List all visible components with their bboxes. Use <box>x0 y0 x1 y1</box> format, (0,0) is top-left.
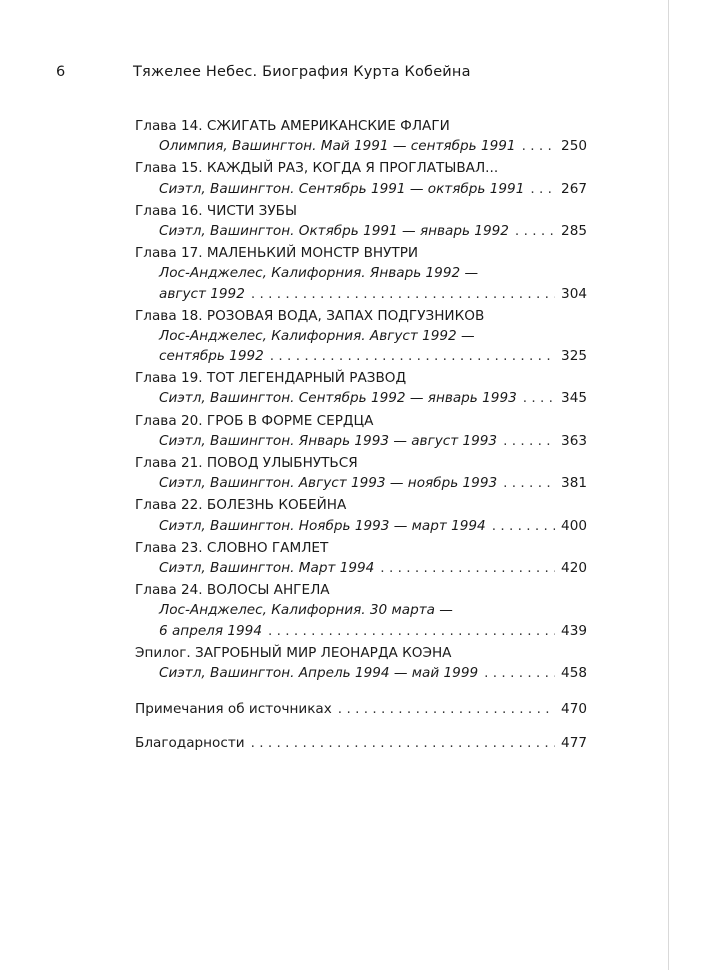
leader-dots <box>503 473 555 493</box>
toc-entry-subtitle: Лос-Анджелес, Калифорния. Январь 1992 — <box>159 265 479 282</box>
toc-entry <box>135 643 587 683</box>
toc-page-number: 250 <box>561 138 587 155</box>
leader-dots <box>523 388 555 408</box>
toc-entry-title: Глава 16. ЧИСТИ ЗУБЫ <box>135 202 298 219</box>
running-title: Тяжелее Небес. Биография Курта Кобейна <box>133 64 471 80</box>
leader-dots <box>380 558 555 578</box>
toc-entry <box>135 495 587 535</box>
leader-dots <box>484 663 555 683</box>
toc-entry-subtitle: Сиэтл, Вашингтон. Март 1994 <box>159 559 375 576</box>
toc-entry-title: Глава 17. МАЛЕНЬКИЙ МОНСТР ВНУТРИ <box>135 245 419 262</box>
toc-entry-subtitle: Олимпия, Вашингтон. Май 1991 — сентябрь 1991 <box>159 138 516 155</box>
toc-entry-title: Эпилог. ЗАГРОБНЫЙ МИР ЛЕОНАРДА КОЭНА <box>135 644 452 661</box>
toc-entry <box>135 453 587 493</box>
toc-page-number: 267 <box>561 180 587 197</box>
toc-entry <box>135 243 587 304</box>
toc-page-number: 345 <box>561 390 587 407</box>
toc-entry-title: Глава 24. ВОЛОСЫ АНГЕЛА <box>135 582 330 599</box>
toc-page-number: 439 <box>561 622 587 639</box>
toc-entry <box>135 699 587 719</box>
leader-dots <box>270 346 555 366</box>
leader-dots <box>251 284 555 304</box>
toc-page-number: 470 <box>561 701 587 718</box>
toc-page-number: 304 <box>561 285 587 302</box>
toc-entry-subtitle: сентябрь 1992 <box>159 348 264 365</box>
toc-entry-title: Глава 15. КАЖДЫЙ РАЗ, КОГДА Я ПРОГЛАТЫВАЛ... <box>135 160 499 177</box>
toc-entry <box>135 411 587 451</box>
toc-entry <box>135 158 587 198</box>
toc-entry-subtitle: Сиэтл, Вашингтон. Апрель 1994 — май 1999 <box>159 664 479 681</box>
leader-dots <box>251 733 555 753</box>
toc-page-number: 285 <box>561 222 587 239</box>
toc-entry-subtitle: Сиэтл, Вашингтон. Сентябрь 1991 — октябрь 1991 <box>159 180 525 197</box>
toc-entry <box>135 538 587 578</box>
leader-dots <box>268 621 555 641</box>
running-header <box>56 64 608 86</box>
toc-entry <box>135 368 587 408</box>
toc-page-number: 420 <box>561 559 587 576</box>
leader-dots <box>338 699 555 719</box>
toc-page-number: 381 <box>561 475 587 492</box>
leader-dots <box>492 516 555 536</box>
toc-page-number: 363 <box>561 432 587 449</box>
leader-dots <box>530 179 555 199</box>
toc-entry-title: Глава 23. СЛОВНО ГАМЛЕТ <box>135 539 329 556</box>
toc-entry-title: Глава 21. ПОВОД УЛЫБНУТЬСЯ <box>135 455 358 471</box>
toc-entry-title: Примечания об источниках <box>135 701 332 718</box>
toc-entry-subtitle: Сиэтл, Вашингтон. Октябрь 1991 — январь 1992 <box>159 222 509 239</box>
toc-entry <box>135 116 587 156</box>
toc-entry <box>135 733 587 753</box>
toc-entry-subtitle: Лос-Анджелес, Калифорния. Август 1992 — <box>159 327 475 344</box>
toc-entry-subtitle: август 1992 <box>159 285 245 302</box>
leader-dots <box>522 136 555 156</box>
leader-dots <box>515 221 555 241</box>
toc-entry-title: Глава 18. РОЗОВАЯ ВОДА, ЗАПАХ ПОДГУЗНИКОВ <box>135 307 485 324</box>
toc-entry <box>135 580 587 641</box>
toc-entry-title: Глава 14. СЖИГАТЬ АМЕРИКАНСКИЕ ФЛАГИ <box>135 118 450 134</box>
leader-dots <box>503 431 555 451</box>
toc-entry-subtitle: Сиэтл, Вашингтон. Сентябрь 1992 — январь 1993 <box>159 390 517 407</box>
toc-entry <box>135 306 587 367</box>
toc-entry-subtitle: Сиэтл, Вашингтон. Январь 1993 — август 1993 <box>159 432 498 449</box>
toc-entry-subtitle: 6 апреля 1994 <box>159 622 262 639</box>
toc-entry-subtitle: Лос-Анджелес, Калифорния. 30 марта — <box>159 602 453 619</box>
toc-entry-title: Глава 22. БОЛЕЗНЬ КОБЕЙНА <box>135 497 347 514</box>
toc-page-number: 400 <box>561 517 587 534</box>
toc-page-number: 325 <box>561 348 587 365</box>
page-number: 6 <box>56 64 66 80</box>
toc-page-number: 458 <box>561 664 587 681</box>
table-of-contents <box>135 116 587 755</box>
toc-entry-title: Благодарности <box>135 735 245 752</box>
toc-entry-subtitle: Сиэтл, Вашингтон. Август 1993 — ноябрь 1993 <box>159 475 498 492</box>
toc-entry-title: Глава 20. ГРОБ В ФОРМЕ СЕРДЦА <box>135 412 374 429</box>
toc-entry-subtitle: Сиэтл, Вашингтон. Ноябрь 1993 — март 1994 <box>159 517 486 534</box>
toc-entry <box>135 201 587 241</box>
toc-entry-title: Глава 19. ТОТ ЛЕГЕНДАРНЫЙ РАЗВОД <box>135 370 407 387</box>
toc-page-number: 477 <box>561 735 587 752</box>
